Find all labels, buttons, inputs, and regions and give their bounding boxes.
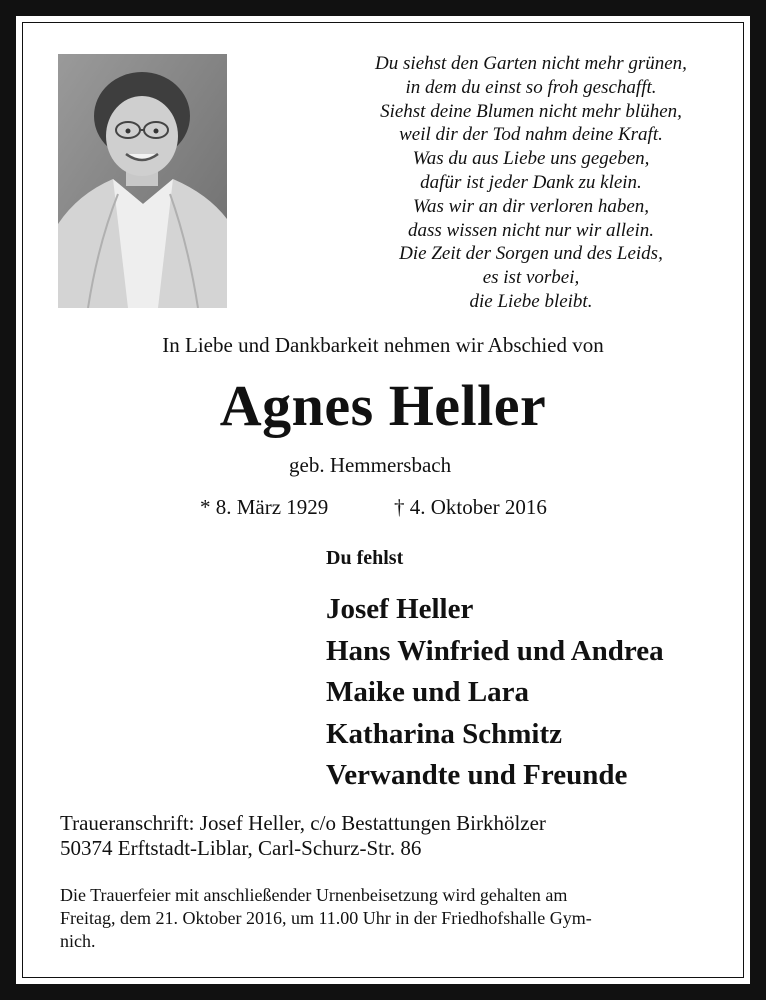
poem-line: Die Zeit der Sorgen und des Leids, [399,243,663,265]
poem-line: Du siehst den Garten nicht mehr grünen, [375,53,687,74]
mourner-name: Maike und Lara [326,676,530,708]
mourner-name: Katharina Schmitz [326,717,563,750]
poem-line: die Liebe bleibt. [469,290,593,312]
poem-line: es ist vorbei, [482,267,580,289]
poem-line: in dem du einst so froh geschafft. [405,76,657,98]
intro-text: In Liebe und Dankbarkeit nehmen wir Abschied von [162,333,604,357]
poem-line: weil dir der Tod nahm deine Kraft. [399,124,663,146]
portrait-illustration [58,54,227,308]
deceased-name: Agnes Heller [219,373,547,438]
funeral-line: Die Trauerfeier mit anschließender Urnenbeisetzung wird gehalten am [60,885,568,905]
birth-date: * 8. März 1929 [200,495,329,519]
funeral-line: nich. [60,931,96,951]
address-line: 50374 Erftstadt-Liblar, Carl-Schurz-Str. 86 [60,836,422,860]
funeral-line: Freitag, dem 21. Oktober 2016, um 11.00 Uhr in der Friedhofshalle Gym- [60,908,592,928]
mourner-name: Verwandte und Freunde [326,759,628,791]
miss-heading: Du fehlst [326,547,404,569]
poem-line: Was du aus Liebe uns gegeben, [412,148,650,170]
poem-line: Was wir an dir verloren haben, [412,195,650,217]
poem [300,52,762,314]
mourners-list [326,589,664,797]
poem-line: Siehst deine Blumen nicht mehr blühen, [380,100,682,122]
portrait-photo [58,54,227,308]
mourner-name: Josef Heller [326,593,474,625]
mourner-name: Hans Winfried und Andrea [326,634,664,667]
mourning-address [60,811,546,861]
death-date: † 4. Oktober 2016 [394,495,547,519]
address-line: Traueranschrift: Josef Heller, c/o Bestattungen Birkhölzer [60,811,546,835]
poem-line: dafür ist jeder Dank zu klein. [420,171,642,193]
poem-line: dass wissen nicht nur wir allein. [408,219,654,241]
funeral-notice [60,884,712,953]
birth-name: geb. Hemmersbach [289,453,452,477]
